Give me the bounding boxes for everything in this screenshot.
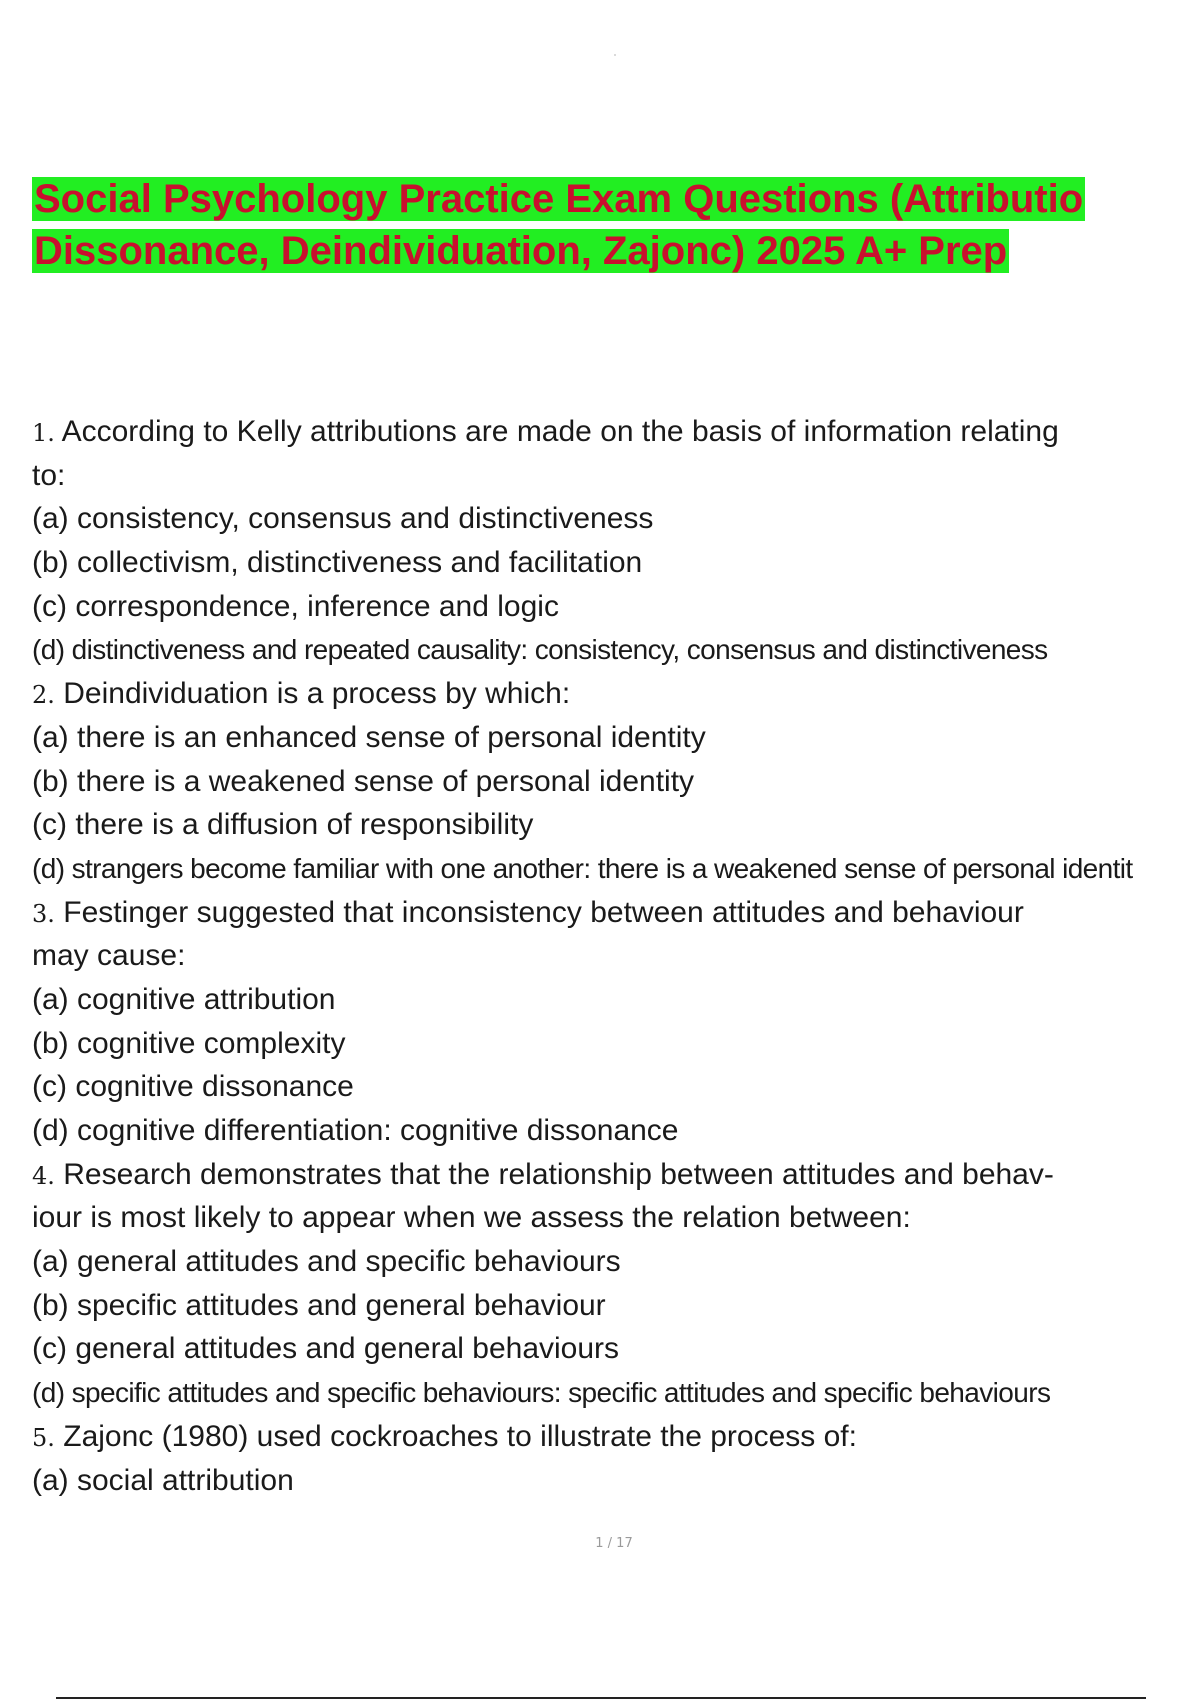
question-1-option-d-answer <box>32 628 1200 672</box>
line-text: (b) cognitive complexity <box>32 1026 346 1060</box>
line-text: According to Kelly attributions are made on the basis of information relating <box>54 415 1059 448</box>
question-list <box>32 410 1200 1502</box>
line-text: (b) there is a weakened sense of personal identity <box>32 764 695 798</box>
question-2-option-b <box>32 760 1200 804</box>
question-4-option-d-answer <box>32 1371 1200 1415</box>
line-text: (a) general attitudes and specific behaviours <box>32 1245 621 1279</box>
line-text: (d) strangers become familiar with one another: there is a weakened sense of personal identit <box>32 852 1133 884</box>
line-text: to: <box>32 458 66 492</box>
line-text: (b) collectivism, distinctiveness and facilitation <box>32 546 643 580</box>
line-text: (d) specific attitudes and specific behaviours: specific attitudes and specific behaviours <box>32 1377 1051 1409</box>
title-line-2 <box>32 225 1200 277</box>
line-text: (a) there is an enhanced sense of personal identity <box>32 720 706 754</box>
line-text: may cause: <box>32 939 186 973</box>
question-1-option-b <box>32 541 1200 585</box>
line-text: (c) cognitive dissonance <box>32 1070 354 1104</box>
question-2-option-d-answer <box>32 847 1200 891</box>
line-text: (b) specific attitudes and general behaviour <box>32 1288 606 1322</box>
line-text: Research demonstrates that the relationship between attitudes and behav- <box>54 1157 1054 1191</box>
top-dot <box>614 54 616 56</box>
question-4-stem-cont <box>32 1196 1200 1240</box>
line-text: Zajonc (1980) used cockroaches to illustrate the process of: <box>54 1419 857 1453</box>
line-text: (a) consistency, consensus and distinctiveness <box>32 502 654 536</box>
question-number: 5. <box>32 1423 55 1452</box>
line-text: (a) cognitive attribution <box>32 982 336 1016</box>
question-number: 3. <box>32 899 55 928</box>
question-1-stem <box>32 410 1200 454</box>
line-text: (c) general attitudes and general behaviours <box>32 1332 620 1366</box>
question-number: 1. <box>32 419 55 447</box>
title-line-1-text: Social Psychology Practice Exam Questions (Attributio <box>34 177 1084 221</box>
question-3-stem <box>32 891 1200 935</box>
question-4-option-c <box>32 1327 1200 1371</box>
question-1-stem-cont <box>32 454 1200 498</box>
question-4-option-b <box>32 1284 1200 1328</box>
question-1-option-a <box>32 497 1200 541</box>
question-5-stem <box>32 1415 1200 1459</box>
question-2-option-c <box>32 803 1200 847</box>
question-3-option-a <box>32 978 1200 1022</box>
question-3-option-c <box>32 1065 1200 1109</box>
question-number: 2. <box>32 681 55 710</box>
question-3-stem-cont <box>32 934 1200 978</box>
page-number: 1 / 17 <box>595 1536 633 1551</box>
line-text: Deindividuation is a process by which: <box>54 677 571 711</box>
line-text: iour is most likely to appear when we assess the relation between: <box>32 1201 911 1235</box>
question-5-option-a <box>32 1459 1200 1503</box>
document-title <box>32 173 1200 277</box>
question-1-option-c <box>32 585 1200 629</box>
line-text: (c) correspondence, inference and logic <box>32 589 559 623</box>
question-number: 4. <box>32 1161 55 1190</box>
line-text: (c) there is a diffusion of responsibility <box>32 808 534 842</box>
bottom-divider <box>56 1697 1146 1699</box>
question-3-option-b <box>32 1022 1200 1066</box>
title-line-1 <box>32 173 1200 225</box>
line-text: Festinger suggested that inconsistency between attitudes and behaviour <box>54 895 1024 929</box>
question-3-option-d-answer <box>32 1109 1200 1153</box>
line-text: (d) distinctiveness and repeated causality: consistency, consensus and distinctiveness <box>32 634 1048 666</box>
question-4-stem <box>32 1153 1200 1197</box>
question-2-stem <box>32 672 1200 716</box>
title-line-2-text: Dissonance, Deindividuation, Zajonc) 2025 A+ Prep <box>34 229 1008 273</box>
question-2-option-a <box>32 716 1200 760</box>
line-text: (a) social attribution <box>32 1463 294 1497</box>
line-text: (d) cognitive differentiation: cognitive dissonance <box>32 1114 679 1147</box>
question-4-option-a <box>32 1240 1200 1284</box>
